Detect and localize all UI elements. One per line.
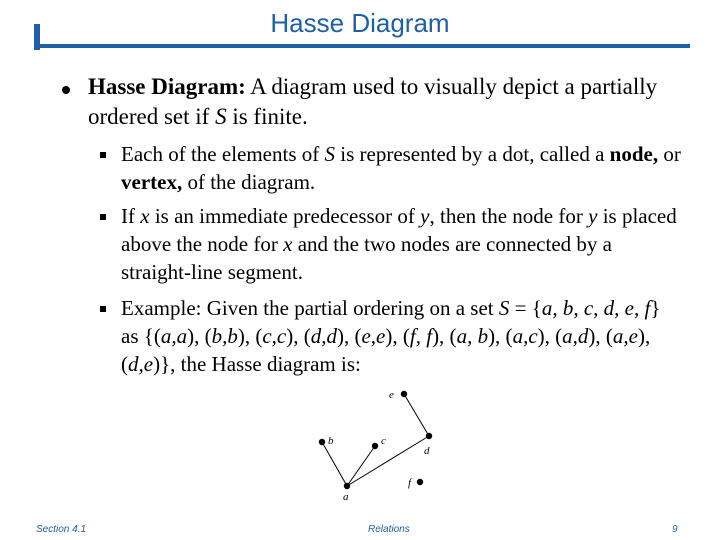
slide-title: Hasse Diagram <box>270 8 450 38</box>
b1-text-c: or <box>658 142 681 166</box>
b1-var-s: S <box>324 142 335 166</box>
pair: e,e <box>361 324 386 348</box>
pair-sep: ), ( <box>286 324 311 348</box>
b3-text-a: Example: Given the partial ordering on a set <box>121 296 499 320</box>
footer-page-number: 9 <box>672 524 678 535</box>
pair: a,d <box>562 324 589 348</box>
b2-text-d: is placed above the node for <box>121 204 677 256</box>
sub-bullet-1 <box>121 140 681 196</box>
b3-set: a, b, c, d, e, f <box>541 296 651 320</box>
pair: d,e <box>128 352 154 376</box>
pair-sep: ), ( <box>385 324 410 348</box>
b1-vertex-term: vertex, <box>121 170 183 194</box>
pair-sep: ), ( <box>488 324 513 348</box>
node-c <box>372 443 378 449</box>
b1-node-term: node, <box>609 142 659 166</box>
label-e: e <box>389 389 394 401</box>
edge-a-b <box>322 442 347 486</box>
pair-sep: ), ( <box>432 324 457 348</box>
pair-sep: ), ( <box>121 324 651 376</box>
b2-var-y2: y <box>588 204 598 228</box>
footer-section: Section 4.1 <box>36 524 87 535</box>
pair: a,c <box>512 324 538 348</box>
main-bullet-dot <box>62 86 70 94</box>
sub-bullet-marker-1 <box>100 152 106 158</box>
edge-d-e <box>404 394 429 436</box>
b3-text-b: = { <box>509 296 542 320</box>
pair: c,c <box>262 324 287 348</box>
footer-topic: Relations <box>368 524 410 535</box>
b2-text-c: , then the node for <box>429 204 589 228</box>
main-bullet-text <box>88 72 688 132</box>
b3-text-d: )}, the Hasse diagram is: <box>153 352 361 376</box>
label-a: a <box>343 491 349 503</box>
main-bullet-rest: A diagram used to visually depict a partially ordered set if <box>88 74 658 129</box>
b2-text-e: and the two nodes are connected by a straight-line segment. <box>121 232 612 284</box>
label-c: c <box>381 435 386 447</box>
pair-sep: ), ( <box>588 324 613 348</box>
pair-sep: ), ( <box>237 324 263 348</box>
sub-bullet-marker-2 <box>100 214 106 220</box>
edge-a-d <box>347 436 429 486</box>
main-bullet-end: is finite. <box>226 104 308 129</box>
pair: a,e <box>612 324 638 348</box>
node-f <box>417 479 423 485</box>
sub-bullet-2 <box>121 202 681 286</box>
label-d: d <box>424 445 430 457</box>
pair-sep: ), ( <box>187 324 212 348</box>
label-b: b <box>328 435 334 447</box>
pair: b,b <box>211 324 238 348</box>
b2-var-x2: x <box>283 232 293 256</box>
b3-text-c: } as {( <box>121 296 661 348</box>
node-a <box>344 483 350 489</box>
sub-bullet-3 <box>121 294 681 378</box>
b2-var-x: x <box>140 204 150 228</box>
b2-text-a: If <box>121 204 141 228</box>
var-s: S <box>215 104 227 129</box>
title-rule <box>34 44 690 48</box>
pair: d,d <box>310 324 337 348</box>
label-f: f <box>408 477 412 489</box>
b1-text-b: is represented by a dot, called a <box>335 142 610 166</box>
b3-var-s: S <box>498 296 510 320</box>
pair: a, b <box>456 324 489 348</box>
b1-text-a: Each of the elements of <box>121 142 325 166</box>
b1-text-d: of the diagram. <box>182 170 316 194</box>
b2-var-y: y <box>420 204 430 228</box>
hasse-diagram <box>300 380 450 505</box>
edge-a-c <box>347 446 375 486</box>
sub-bullet-marker-3 <box>100 306 106 312</box>
node-d <box>426 433 432 439</box>
pair-sep: ), ( <box>537 324 563 348</box>
pair: a,a <box>160 324 188 348</box>
pair-sep: ), ( <box>336 324 362 348</box>
node-e <box>401 391 407 397</box>
hasse-term: Hasse Diagram: <box>88 74 246 99</box>
b2-text-b: is an immediate predecessor of <box>149 204 421 228</box>
node-b <box>319 439 325 445</box>
pair: f, f <box>409 324 433 348</box>
